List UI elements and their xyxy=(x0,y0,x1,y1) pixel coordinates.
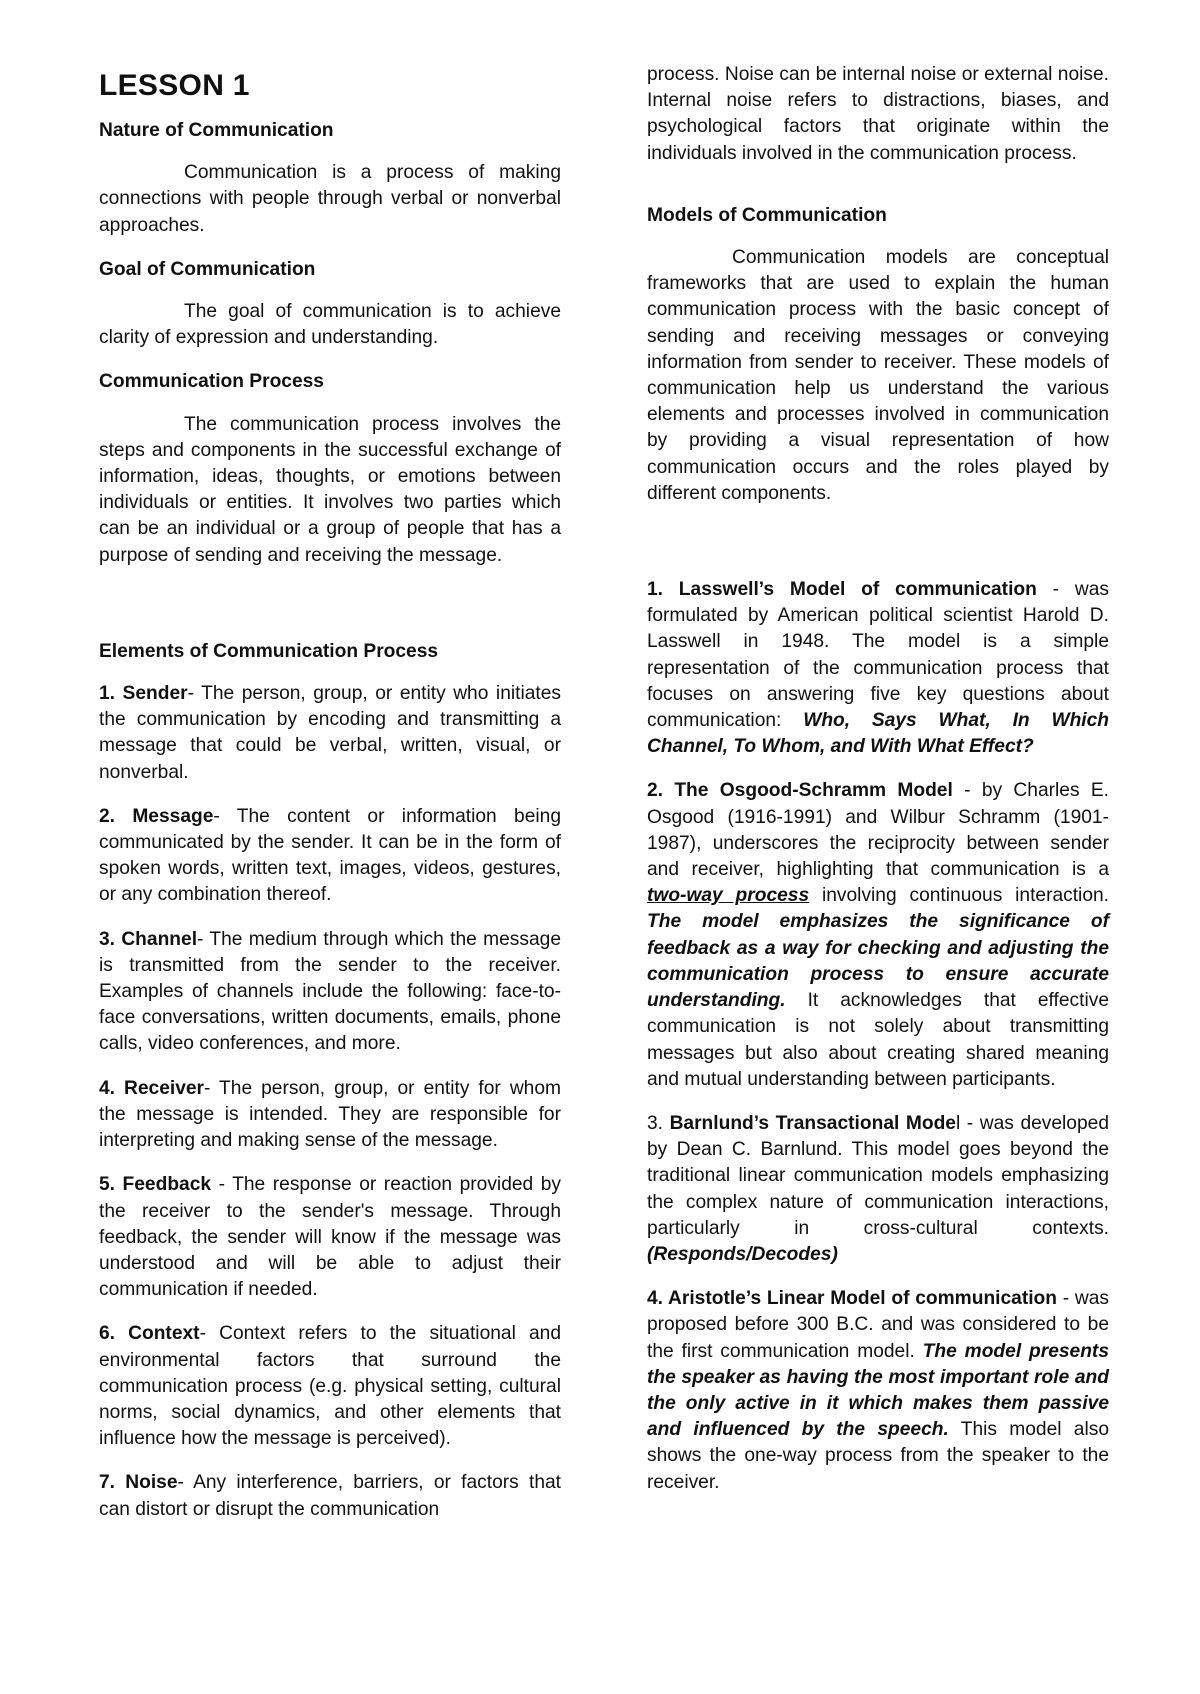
element-text: - Any interference, barriers, or factors that can distort or disrupt the communication xyxy=(99,1472,561,1520)
models-body: Communication models are conceptual frameworks that are used to explain the human communication process with the basic concept of sending and receiving messages or conveying information from sender to receiver. These models of communication help us understand the various elements and processes involved in communication by providing a visual representation of how communication occurs and the roles played by different components. xyxy=(647,247,1109,504)
element-term: 2. Message xyxy=(99,805,214,827)
model-emphasis: The model presents the speaker as having the most important role and the only active in it which makes them passive and influenced by the speech. xyxy=(647,1340,1109,1441)
lesson-title: LESSON 1 xyxy=(99,69,250,102)
element-term: 1. Sender xyxy=(99,683,188,705)
left-column xyxy=(99,62,561,1541)
model-emphasis: The model emphasizes the significance of feedback as a way for checking and adjusting the communication process to ensure accurate understanding. xyxy=(647,911,1109,1012)
element-term: 6. Context xyxy=(99,1323,200,1345)
model-lasswell xyxy=(647,577,1109,760)
process-body: The communication process involves the steps and components in the successful exchange of information, ideas, thoughts, or emotions between individuals or entities. It involves two parties which can be an individual or a group of people that has a purpose of sending and receiving the message. xyxy=(99,413,561,566)
model-number: 3. xyxy=(647,1112,670,1134)
element-sender xyxy=(99,681,561,786)
models-heading: Models of Communication xyxy=(647,204,887,226)
noise-continued: process. Noise can be internal noise or external noise. Internal noise refers to distractions, biases, and psychological factors that originate within the individuals involved in the communication process. xyxy=(647,64,1109,164)
model-aristotle xyxy=(647,1286,1109,1496)
model-emphasis: Who, Says What, In Which Channel, To Whom, and With What Effect? xyxy=(647,710,1110,758)
element-text: - The medium through which the message is transmitted from the sender to the receiver. Examples of channels include the following: face-to-face conversations, written documents, emails, phone calls, video conferences, and more. xyxy=(99,928,561,1055)
goal-body: The goal of communication is to achieve clarity of expression and understanding. xyxy=(99,301,561,349)
process-heading: Communication Process xyxy=(99,371,324,393)
element-feedback xyxy=(99,1172,561,1303)
model-text: - was developed by Dean C. Barnlund. This model goes beyond the traditional linear communication models emphasizing the complex nature of communication interactions, particularly in cross-cultural contexts. xyxy=(647,1112,1109,1239)
spacer xyxy=(99,587,561,639)
model-text: It acknowledges that effective communication is not solely about transmitting messages but also about creating shared meaning and mutual understanding between participants. xyxy=(647,990,1109,1090)
model-term: 2. The Osgood-Schramm Model xyxy=(647,780,953,802)
element-term: 3. Channel xyxy=(99,928,198,950)
spacer xyxy=(647,185,1109,203)
nature-heading: Nature of Communication xyxy=(99,120,334,141)
model-osgood-schramm xyxy=(647,778,1109,1092)
model-underline: two-way process xyxy=(647,885,810,907)
element-text: - The person, group, or entity who initiates the communication by encoding and transmitting a message that could be verbal, written, visual, or nonverbal. xyxy=(99,683,561,783)
model-text: This model also shows the one-way process from the speaker to the receiver. xyxy=(647,1419,1110,1493)
element-text: - The person, group, or entity for whom the message is intended. They are responsible for interpreting and making sense of the message. xyxy=(99,1077,561,1152)
element-noise xyxy=(99,1470,561,1522)
goal-heading: Goal of Communication xyxy=(99,258,316,280)
element-text: - The response or reaction provided by the receiver to the sender's message. Through feedback, the sender will know if the message was understood and will be able to adjust their communication if needed. xyxy=(99,1174,562,1301)
model-text: - was proposed before 300 B.C. and was considered to be the first communication model. xyxy=(647,1288,1109,1362)
nature-body: Communication is a process of making connections with people through verbal or nonverbal approaches. xyxy=(99,162,561,236)
model-term: 1. Lasswell’s Model of communication xyxy=(647,579,1037,601)
element-text: - Context refers to the situational and environmental factors that surround the communication process (e.g. physical setting, cultural norms, social dynamics, and other elements that influence how the message is perceived). xyxy=(99,1323,561,1450)
elements-heading: Elements of Communication Process xyxy=(99,640,439,662)
model-term: Barnlund’s Transactional Mode xyxy=(669,1112,956,1134)
element-text: - The content or information being communicated by the sender. It can be in the form of spoken words, written text, images, videos, gestures, or any combination thereof. xyxy=(99,805,561,906)
element-term: 5. Feedback xyxy=(99,1174,212,1196)
element-context xyxy=(99,1321,561,1452)
model-term: 4. Aristotle’s Linear Model of communication xyxy=(647,1288,1057,1310)
model-text: - by Charles E. Osgood (1916-1991) and Wilbur Schramm (1901-1987), underscores the reciprocity between sender and receiver, highlighting that communication is a xyxy=(647,780,1109,881)
right-column xyxy=(647,62,1109,1514)
element-channel xyxy=(99,927,561,1058)
model-text: involving continuous interaction. xyxy=(809,885,1109,907)
element-term: 7. Noise xyxy=(99,1472,178,1494)
element-message xyxy=(99,804,561,909)
spacer xyxy=(647,525,1109,577)
model-text: - was formulated by American political scientist Harold D. Lasswell in 1948. The model is a simple representation of the communication process that focuses on answering five key questions about communication: xyxy=(647,579,1109,732)
model-barnlund xyxy=(647,1111,1109,1268)
model-term-tail: l xyxy=(955,1112,961,1134)
element-receiver xyxy=(99,1076,561,1155)
element-term: 4. Receiver xyxy=(99,1077,205,1099)
model-emphasis: (Responds/Decodes) xyxy=(647,1243,838,1265)
